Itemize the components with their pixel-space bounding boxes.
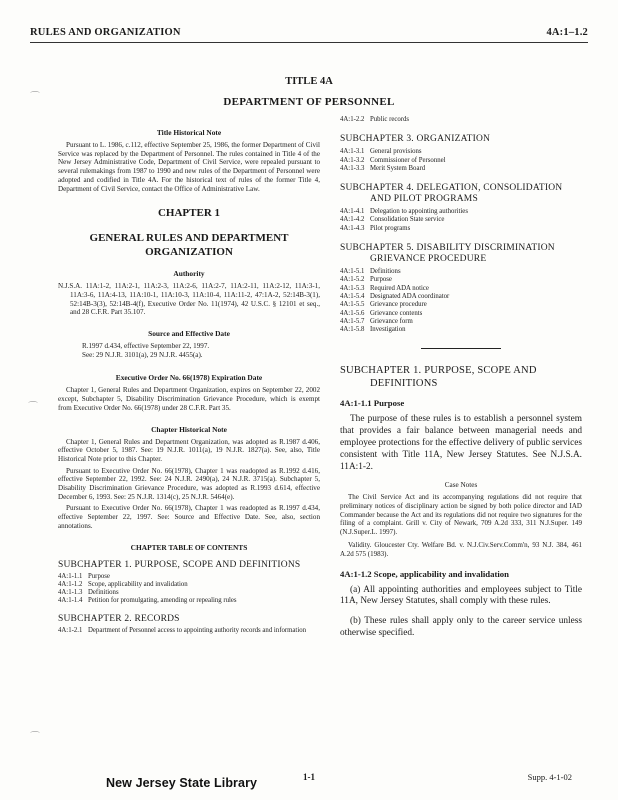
title-historical-note-text: Pursuant to L. 1986, c.112, effective September 25, 1986, the former Department of Civil Service was replaced by the Department of Personnel. The rules contained in Title 4 of the New Jersey Administrative Code, Department of Civil Service, were repealed pursuant to several rulemakings from 1987 to 1990 and new rules of the Department of Personnel were adopted and codified in Title 4A. For the historical text of rules of the former Title 4, Department of Civil Service, contact the Office of Administrative Law. [58, 141, 320, 193]
title-heading: TITLE 4A [285, 76, 333, 87]
toc-title: Department of Personnel access to appointing authority records and information [88, 626, 307, 634]
authority-heading: Authority [173, 269, 205, 279]
margin-mark: ⌒ [30, 732, 40, 743]
toc-subchapter-heading [340, 243, 582, 265]
toc-subchapter-heading: SUBCHAPTER 3. ORGANIZATION [340, 134, 491, 145]
toc-entry[interactable] [340, 301, 582, 309]
toc-title: Purpose [370, 276, 392, 284]
running-header [30, 27, 588, 38]
toc-subchapter-heading-line: GRIEVANCE PROCEDURE [370, 254, 487, 265]
toc-title: Definitions [88, 589, 119, 597]
source-line: See: 29 N.J.R. 3101(a), 29 N.J.R. 4455(a). [82, 350, 203, 359]
toc-number: 4A:1-5.7 [340, 317, 365, 325]
toc-entry[interactable] [340, 318, 582, 326]
section-text-scope-b: (b) These rules shall apply only to the career service unless otherwise specified. [340, 616, 582, 638]
toc-number: 4A:1-5.3 [340, 284, 365, 292]
source-heading: Source and Effective Date [148, 329, 230, 339]
left-column [58, 114, 320, 635]
toc-entry[interactable] [340, 276, 582, 284]
supplement-date: Supp. 4-1-02 [527, 772, 572, 782]
toc-number: 4A:1-1.2 [58, 580, 83, 588]
toc-entry[interactable] [340, 148, 582, 156]
margin-mark: ⌒ [30, 92, 40, 103]
toc-entry[interactable] [58, 573, 320, 581]
toc-number: 4A:1-2.1 [58, 626, 83, 634]
chapter-historical-note-text: Chapter 1, General Rules and Department Organization, was adopted as R.1987 d.406, effective October 5, 1987. See: 19 N.J.R. 1011(a), 19 N.J.R. 1827(a). See, also, Title Historical Note prior to this Chapter. [58, 437, 320, 463]
toc-entry[interactable] [340, 310, 582, 318]
toc-entry[interactable] [340, 225, 582, 233]
toc-number: 4A:1-5.6 [340, 309, 365, 317]
toc-entry[interactable] [58, 597, 320, 605]
toc-title: Grievance form [370, 317, 413, 325]
toc-entry[interactable] [340, 285, 582, 293]
toc-title: Public records [370, 116, 410, 123]
toc-entry[interactable] [340, 165, 582, 173]
toc-title: Grievance procedure [370, 301, 427, 309]
toc-number: 4A:1-5.5 [340, 301, 365, 309]
toc-number: 4A:1-3.3 [340, 164, 365, 172]
toc-entry[interactable] [58, 581, 320, 589]
toc-title: Designated ADA coordinator [370, 292, 450, 300]
margin-mark: ⌒ [28, 402, 38, 413]
toc-number: 4A:1-3.2 [340, 156, 365, 164]
toc-entry[interactable] [340, 216, 582, 224]
toc-number: 4A:1-5.1 [340, 268, 365, 276]
executive-order-text: Chapter 1, General Rules and Department Organization, expires on September 22, 2002 except, Subchapter 5, Disability Discrimination Grievance Procedure, which is exempt from Executive Order No. 66(1978) under 28 C.F.R. Part 35. [58, 386, 320, 412]
toc-subchapter-heading: SUBCHAPTER 2. RECORDS [58, 613, 180, 624]
case-note: Validity. Gloucester Cty. Welfare Bd. v. N.J.Civ.Serv.Comm'n, 93 N.J. 384, 461 A.2d 575 (1983). [340, 541, 582, 558]
toc-title: Consolidation State service [370, 216, 445, 224]
toc-number: 4A:1-5.2 [340, 276, 365, 284]
toc-title: Investigation [370, 326, 406, 334]
toc-entry[interactable] [340, 116, 582, 124]
header-rule [30, 42, 588, 43]
section-text-purpose: The purpose of these rules is to establish a personnel system that provides a fair balance between managerial needs and employee protections for the effective delivery of public services consistent with Title 11A, New Jersey Statutes. See N.J.S.A. 11A:1-2. [340, 414, 582, 472]
toc-title: Merit System Board [370, 164, 426, 172]
chapter-historical-note-text: Pursuant to Executive Order No. 66(1978), Chapter 1 was readopted as R.1997 d.434, effective September 22, 1997. See: Source and Effective Date. See, also, section annotations. [58, 504, 320, 530]
toc-number: 4A:1-1.3 [58, 589, 83, 597]
header-left: RULES AND ORGANIZATION [30, 27, 181, 38]
toc-title: Petition for promulgating, amending or repealing rules [88, 597, 237, 605]
toc-entry[interactable] [340, 268, 582, 276]
toc-title: Definitions [370, 268, 401, 276]
section-heading-scope: 4A:1-1.2 Scope, applicability and invalidation [340, 568, 509, 579]
toc-title: Grievance contents [370, 309, 423, 317]
toc-title: General provisions [370, 148, 422, 156]
section-text-scope-a: (a) All appointing authorities and employees subject to Title 11A, New Jersey Statutes, shall comply with these rules. [340, 584, 582, 607]
section-divider [421, 348, 501, 349]
toc-entry[interactable] [58, 627, 320, 635]
library-stamp: New Jersey State Library [106, 776, 258, 790]
toc-entry[interactable] [340, 293, 582, 301]
case-note: The Civil Service Act and its accompanying regulations did not require that preliminary notices of disciplinary action be signed by both police director and IAD Commander because the Act and its regulations did not require two signatures for the filing of a complaint. Grill v. City of Newark, 709 A.2d 333, 311 N.J.Super. 149 (N.J.Super.L. 1997). [340, 493, 582, 536]
toc-subchapter-heading-line: AND PILOT PROGRAMS [370, 194, 478, 205]
toc-number: 4A:1-1.4 [58, 597, 83, 605]
executive-order-heading: Executive Order No. 66(1978) Expiration Date [115, 373, 263, 383]
toc-subchapter-heading-line: SUBCHAPTER 5. DISABILITY DISCRIMINATION [340, 243, 555, 254]
right-column [340, 114, 582, 648]
toc-title: Required ADA notice [370, 284, 429, 292]
header-right: 4A:1–1.2 [546, 27, 588, 38]
section-heading-purpose: 4A:1-1.1 Purpose [340, 398, 405, 409]
department-heading: DEPARTMENT OF PERSONNEL [223, 96, 395, 108]
toc-number: 4A:1-1.1 [58, 572, 83, 580]
toc-entry[interactable] [340, 326, 582, 334]
toc-title: Scope, applicability and invalidation [88, 580, 188, 588]
toc-number: 4A:1-5.8 [340, 326, 365, 334]
title-historical-note-heading: Title Historical Note [156, 128, 222, 137]
toc-subchapter-heading-line: SUBCHAPTER 4. DELEGATION, CONSOLIDATION [340, 183, 563, 194]
page-number: 1-1 [303, 772, 315, 782]
subchapter-heading [340, 365, 582, 390]
toc-number: 4A:1-3.1 [340, 148, 365, 156]
chapter-title: GENERAL RULES AND DEPARTMENT ORGANIZATION [89, 232, 289, 259]
chapter-number: CHAPTER 1 [157, 207, 221, 220]
chapter-historical-note-text: Pursuant to Executive Order No. 66(1978), Chapter 1 was readopted as R.1992 d.416, effective September 22, 1992. See: 24 N.J.R. 2490(a), 24 N.J.R. 3715(a). Subchapter 5, Disability Discrimination Grievance Procedure, was adopted as R.1993 d.614, effective December 6, 1993. See: 25 N.J.R. 1314(c), 25 N.J.R. 5464(e). [58, 466, 320, 501]
toc-subchapter-heading: SUBCHAPTER 1. PURPOSE, SCOPE AND DEFINITIONS [58, 559, 301, 570]
toc-number: 4A:1-4.1 [340, 208, 365, 216]
toc-title: Delegation to appointing authorities [370, 208, 468, 216]
source-line: R.1997 d.434, effective September 22, 1997. [82, 342, 210, 351]
toc-title: Purpose [88, 572, 110, 580]
toc-subchapter-heading [340, 183, 582, 205]
authority-text: N.J.S.A. 11A:1-2, 11A:2-1, 11A:2-3, 11A:2-6, 11A:2-7, 11A:2-11, 11A:2-12, 11A:3-1, 11A:3-6, 11A:4-13, 11A:10-1, 11A:10-3, 11A:10-4, 11A:11-2, 47:1A-2, 52:14B-3(1), 52:14B-3(3), 52:14B-4(f), Executive Order No. 11(1974), 42 U.S.C. § 12101 et seq., and 28 C.F.R. Part 35.107. [58, 282, 320, 317]
toc-number: 4A:1-2.2 [340, 116, 365, 123]
toc-title: Pilot programs [370, 224, 411, 232]
toc-title: Commissioner of Personnel [370, 156, 446, 164]
toc-number: 4A:1-4.2 [340, 216, 365, 224]
toc-heading: CHAPTER TABLE OF CONTENTS [130, 542, 248, 552]
toc-entry[interactable] [58, 589, 320, 597]
toc-number: 4A:1-4.3 [340, 224, 365, 232]
case-notes-heading: Case Notes [444, 481, 478, 490]
subchapter-heading-line: DEFINITIONS [370, 377, 438, 389]
toc-entry[interactable] [340, 208, 582, 216]
subchapter-heading-line: SUBCHAPTER 1. PURPOSE, SCOPE AND [340, 365, 537, 377]
toc-number: 4A:1-5.4 [340, 292, 365, 300]
toc-entry[interactable] [340, 157, 582, 165]
chapter-historical-note-heading: Chapter Historical Note [151, 424, 227, 434]
